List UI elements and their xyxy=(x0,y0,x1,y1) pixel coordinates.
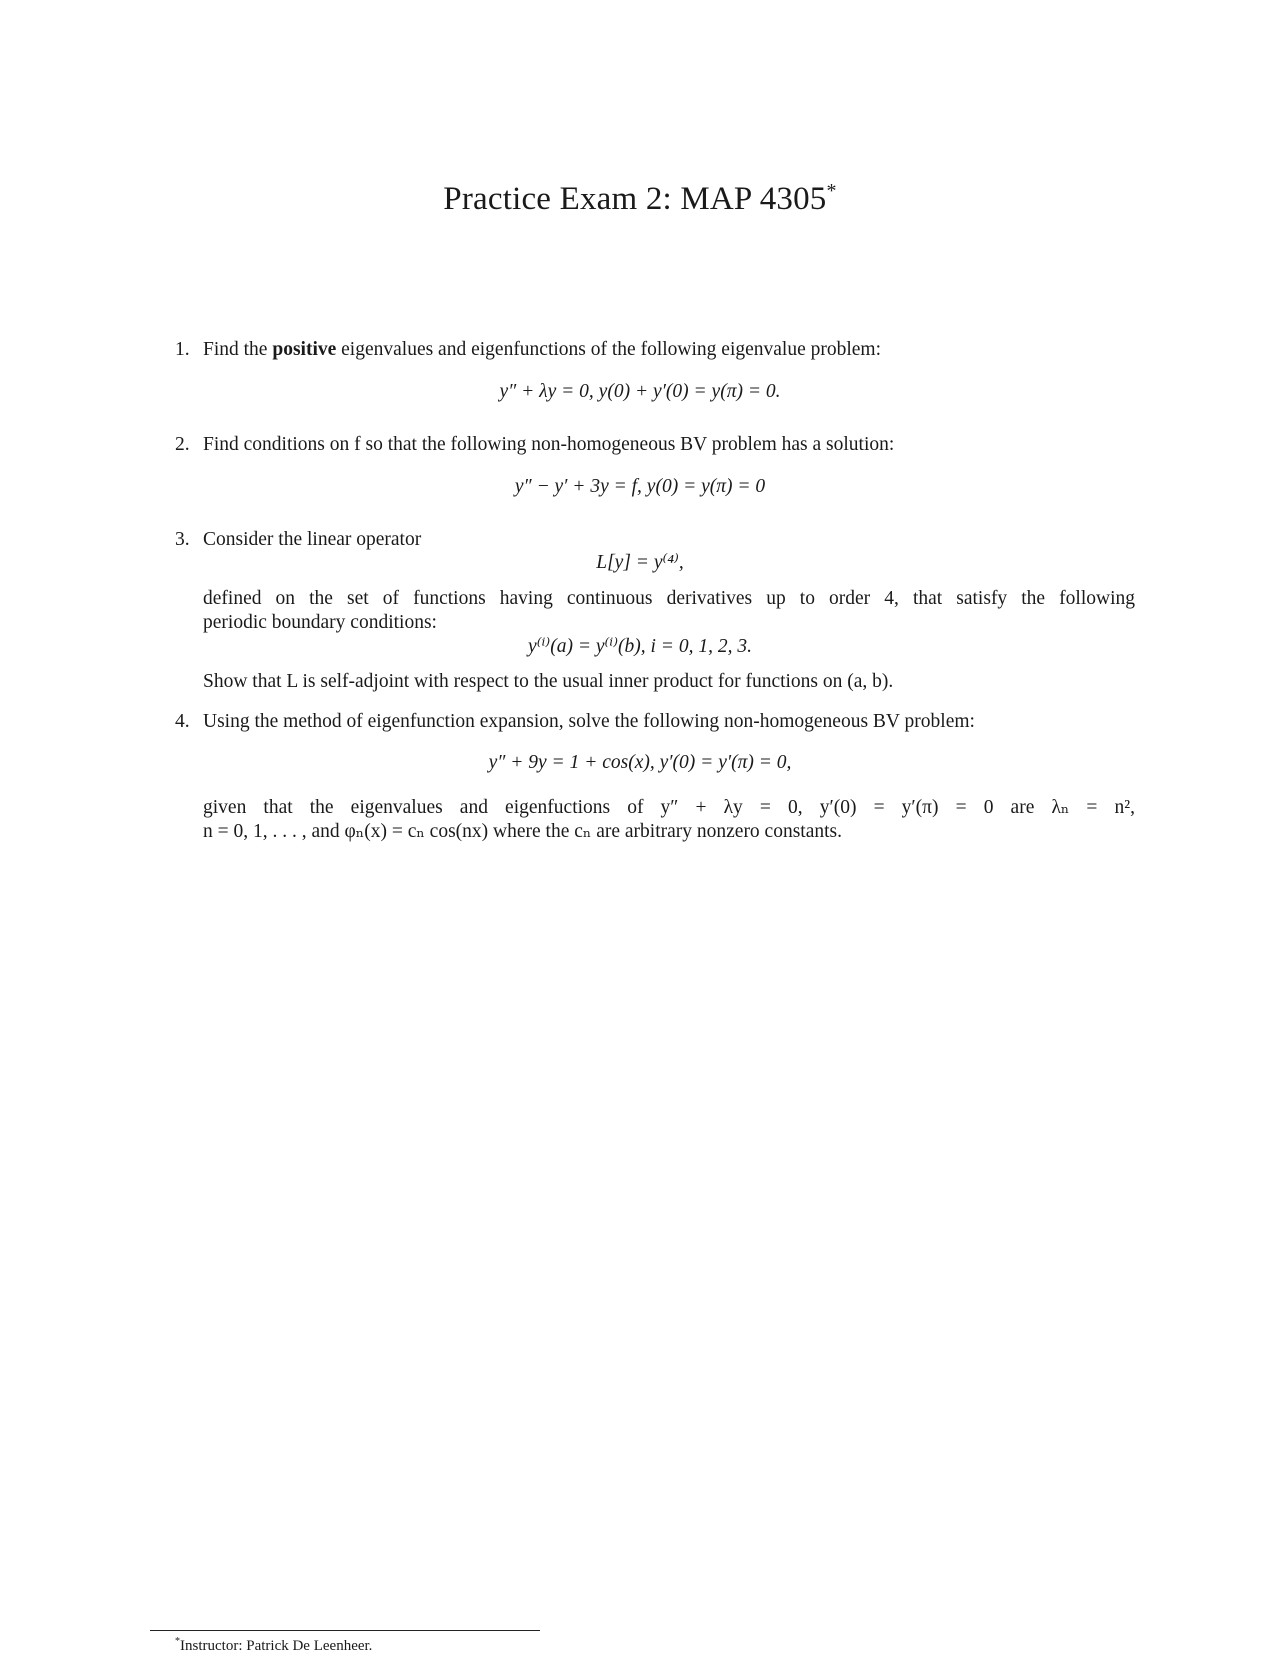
problem-text: Consider the linear operator xyxy=(203,529,422,550)
problem-text: Using the method of eigenfunction expansion, solve the following non-homogeneous BV problem: xyxy=(203,711,975,732)
footnote xyxy=(175,1636,372,1655)
problem-3-equation-2: y⁽ⁱ⁾(a) = y⁽ⁱ⁾(b), i = 0, 1, 2, 3. xyxy=(528,636,752,657)
page-title xyxy=(0,180,1280,218)
problem-3-equation: L[y] = y⁽⁴⁾, xyxy=(596,552,684,573)
problem-text-line: defined on the set of functions having continuous derivatives up to order 4, that satisfy the following xyxy=(203,588,1135,609)
problem-number: 1. xyxy=(175,339,190,360)
footnote-divider xyxy=(150,1630,540,1631)
title-text: Practice Exam 2: MAP 4305 xyxy=(443,181,827,217)
problem-text: Find conditions on f so that the following non-homogeneous BV problem has a solution: xyxy=(203,434,895,455)
problem-number: 3. xyxy=(175,529,190,550)
problem-text-pre: Find the xyxy=(203,339,273,360)
problem-text-line: periodic boundary conditions: xyxy=(203,612,437,633)
problem-text-bold: positive xyxy=(272,339,337,360)
problem-text: Show that L is self-adjoint with respect to the usual inner product for functions on (a, b). xyxy=(203,671,894,692)
problem-number: 2. xyxy=(175,434,190,455)
problem-text-line: n = 0, 1, . . . , and φₙ(x) = cₙ cos(nx) where the cₙ are arbitrary nonzero constants. xyxy=(203,821,843,842)
problem-text xyxy=(203,337,1135,362)
problem-text-post: eigenvalues and eigenfunctions of the following eigenvalue problem: xyxy=(336,339,882,360)
problem-2-equation: y″ − y′ + 3y = f, y(0) = y(π) = 0 xyxy=(514,476,766,497)
problem-number: 4. xyxy=(175,711,190,732)
title-footnote-mark: * xyxy=(826,180,837,202)
problem-text-line: given that the eigenvalues and eigenfuctions of y″ + λy = 0, y′(0) = y′(π) = 0 are λₙ = n², xyxy=(203,797,1135,818)
footnote-mark: * xyxy=(175,1636,180,1647)
problem-1-equation: y″ + λy = 0, y(0) + y′(0) = y(π) = 0. xyxy=(499,381,781,402)
problem-4-equation: y″ + 9y = 1 + cos(x), y′(0) = y′(π) = 0, xyxy=(488,752,792,773)
footnote-text: Instructor: Patrick De Leenheer. xyxy=(180,1638,373,1654)
